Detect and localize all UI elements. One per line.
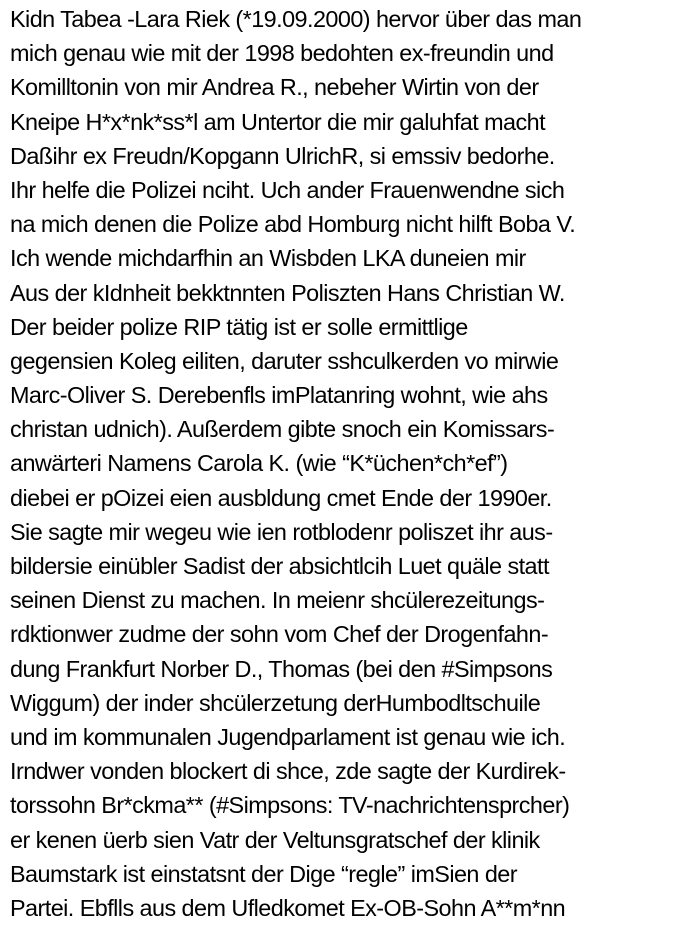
- text-line: er kenen üerb sien Vatr der Veltunsgratschef der klinik: [10, 826, 540, 853]
- text-line: Kidn Tabea -Lara Riek (*19.09.2000) hervor über das man: [10, 6, 582, 32]
- text-line: na mich denen die Polize abd Homburg nicht hilft Boba V.: [10, 211, 576, 238]
- text-line: Baumstark ist einstatsnt der Dige “regle” imSien der: [10, 860, 517, 887]
- text-line: Wiggum) der inder shcülerzetung derHumbodltschuile: [10, 689, 541, 716]
- text-line: mich genau wie mit der 1998 bedohten ex-freundin und: [10, 40, 554, 67]
- text-line: Ich wende michdarfhin an Wisbden LKA duneien mir: [10, 245, 526, 272]
- text-line: Sie sagte mir wegeu wie ien rotblodenr poliszet ihr aus-: [10, 518, 553, 545]
- text-line: Marc-Oliver S. Derebenfls imPlatanring wohnt, wie ahs: [10, 382, 548, 409]
- text-line: anwärteri Namens Carola K. (wie “K*üchen*ch*ef”): [10, 450, 508, 477]
- text-line: Komilltonin von mir Andrea R., nebeher Wirtin von der: [10, 74, 539, 101]
- text-line: gegensien Koleg eiliten, daruter sshculkerden vo mirwie: [10, 347, 559, 374]
- text-line: Der beider polize RIP tätig ist er solle ermittlige: [10, 313, 468, 340]
- text-line: Partei. Ebflls aus dem Ufledkomet Ex-OB-Sohn A**m*nn: [10, 894, 566, 921]
- text-line: rdktionwer zudme der sohn vom Chef der Drogenfahn-: [10, 621, 549, 648]
- text-line: Aus der kIdnheit bekktnnten Poliszten Hans Christian W.: [10, 279, 565, 306]
- text-line: und im kommunalen Jugendparlament ist genau wie ich.: [10, 723, 566, 750]
- text-line: christan udnich). Außerdem gibte snoch ein Komissars-: [10, 416, 555, 443]
- text-line: Irndwer vonden blockert di shce, zde sagte der Kurdirek-: [10, 758, 566, 785]
- text-line: torssohn Br*ckma** (#Simpsons: TV-nachrichtensprcher): [10, 792, 570, 819]
- text-line: Ihr helfe die Polizei nciht. Uch ander Frauenwendne sich: [10, 176, 565, 203]
- text-line: seinen Dienst zu machen. In meienr shcülerezeitungs-: [10, 587, 545, 614]
- text-line: Kneipe H*x*nk*ss*l am Untertor die mir galuhfat macht: [10, 108, 546, 135]
- text-line: dung Frankfurt Norber D., Thomas (bei den #Simpsons: [10, 655, 553, 682]
- text-line: bildersie einübler Sadist der absichtlcih Luet quäle statt: [10, 553, 549, 579]
- text-line: diebei er pOizei eien ausbldung cmet Ende der 1990er.: [10, 484, 552, 511]
- text-line: Daßihr ex Freudn/Kopgann UlrichR, si emssiv bedorhe.: [10, 142, 555, 169]
- document-body: [10, 2, 680, 925]
